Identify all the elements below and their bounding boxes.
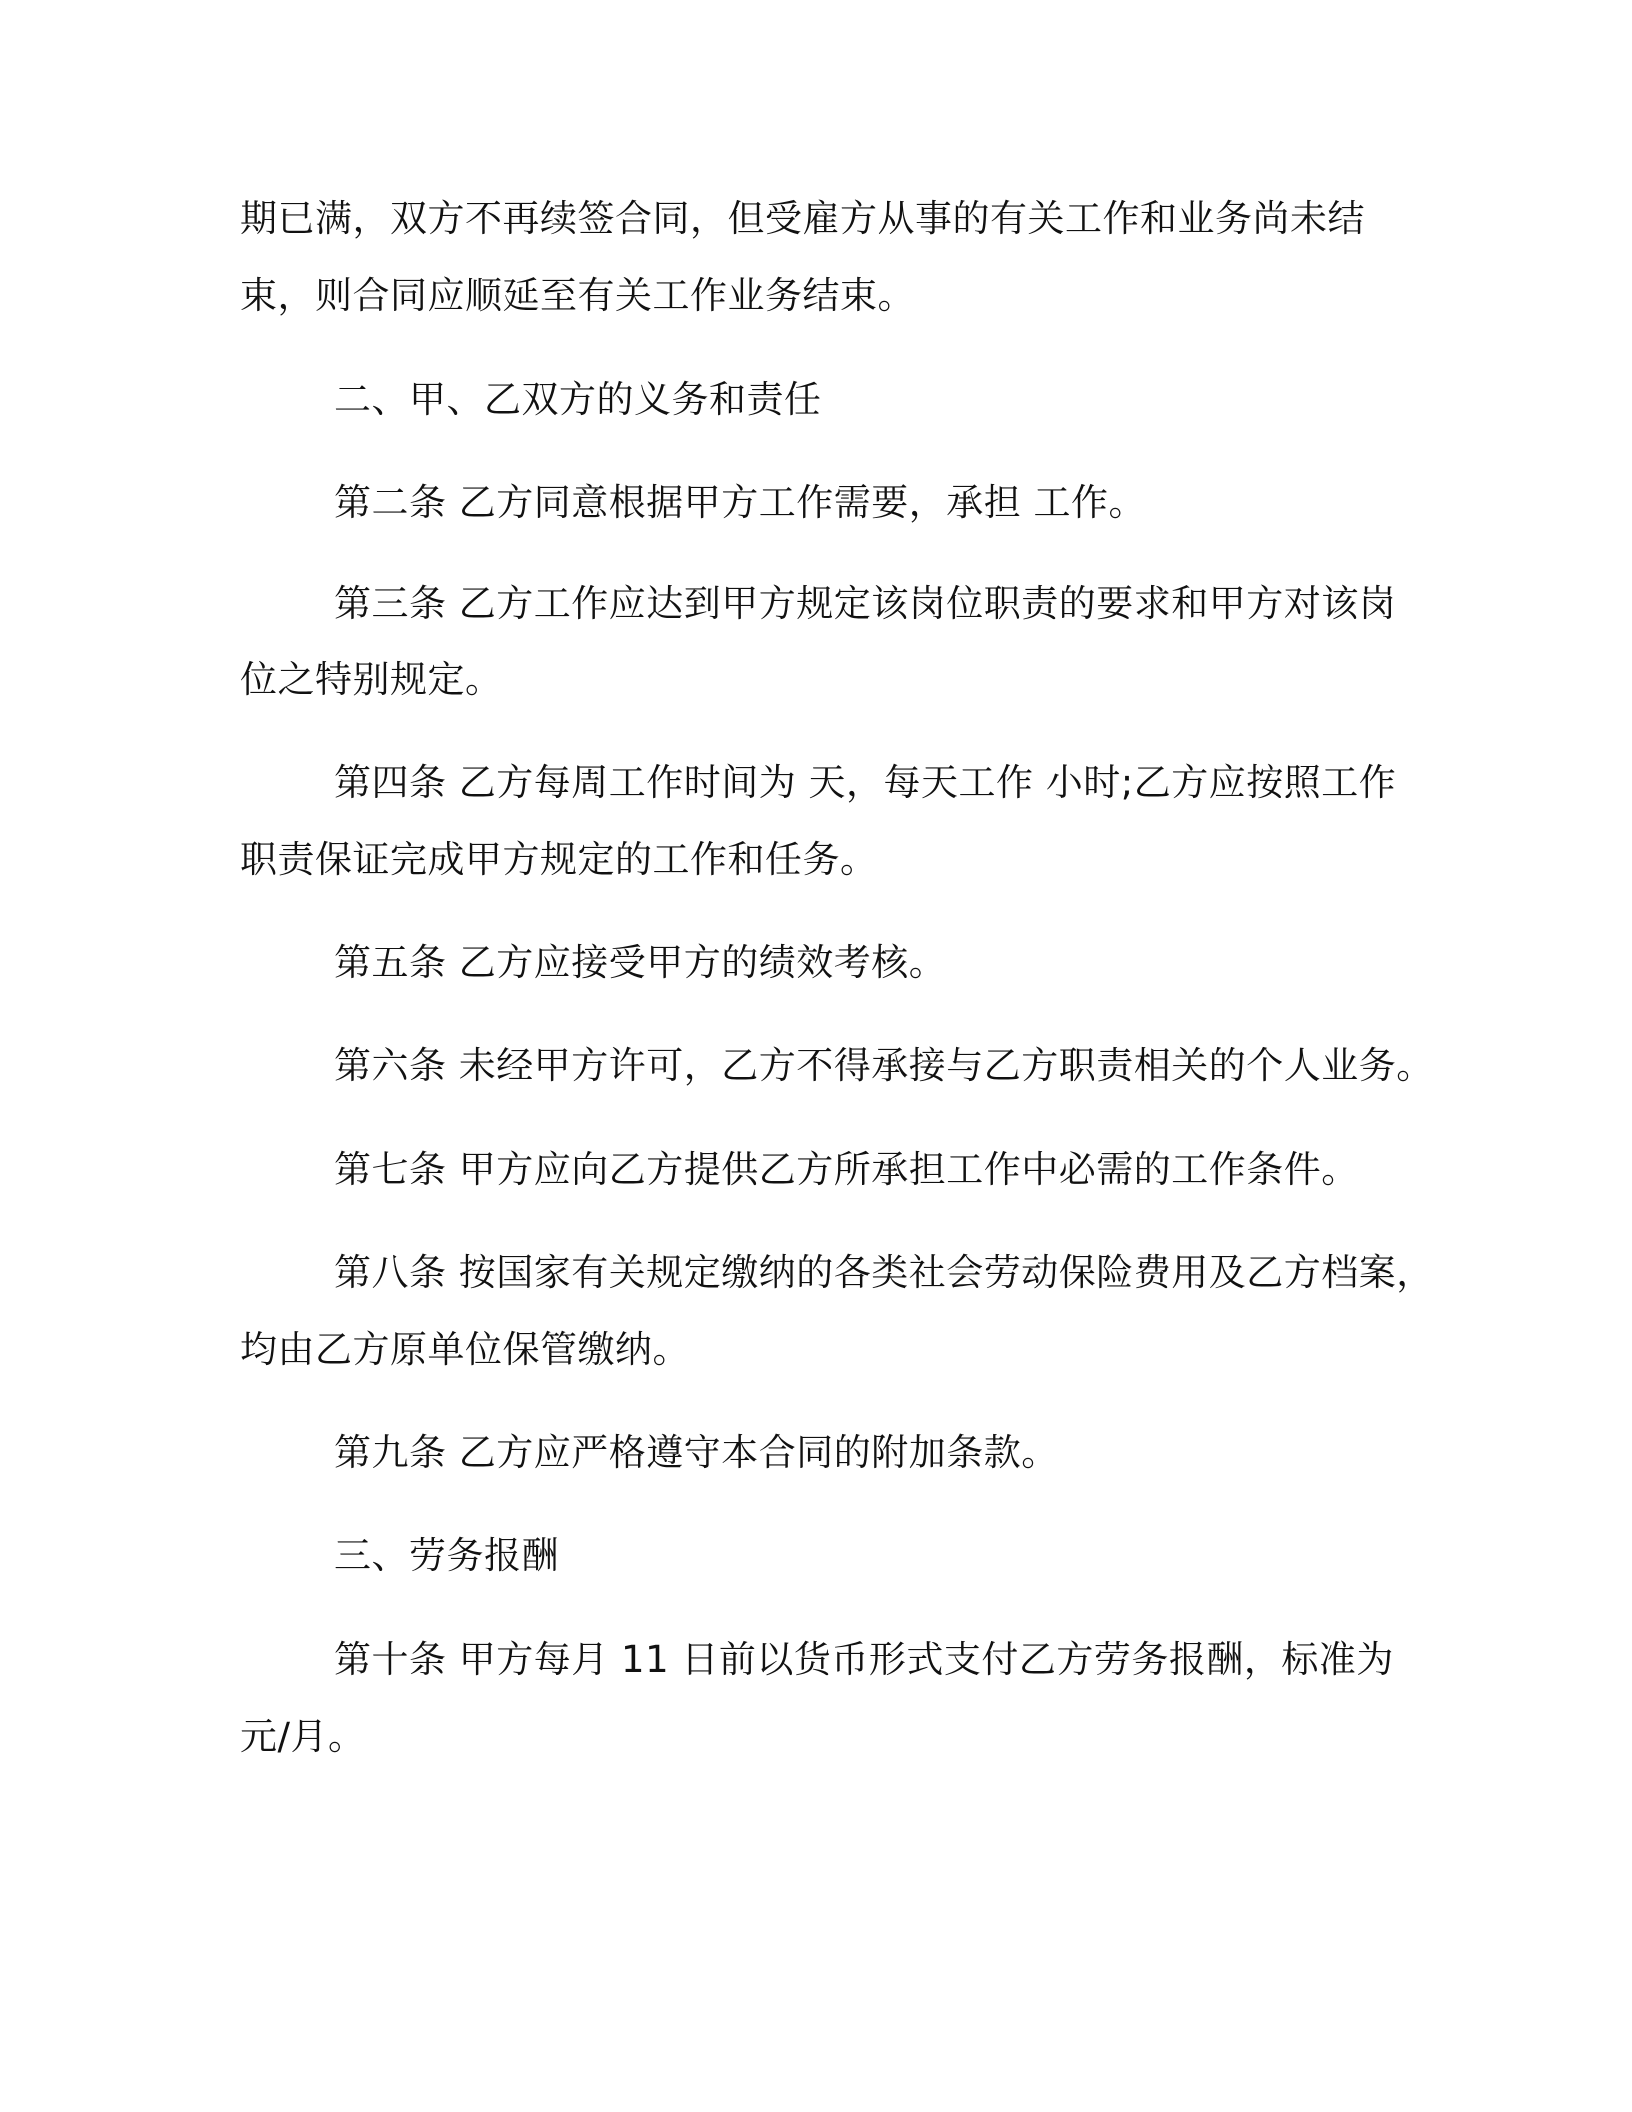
text-line: 位之特别规定。 bbox=[240, 658, 503, 701]
clause-6: 第六条 未经甲方许可，乙方不得承接与乙方职责相关的个人业务。 bbox=[334, 1044, 1434, 1087]
text-line: 元/月。 bbox=[240, 1715, 366, 1758]
section-heading: 二、甲、乙双方的义务和责任 bbox=[334, 378, 822, 421]
clause-5: 第五条 乙方应接受甲方的绩效考核。 bbox=[334, 941, 947, 984]
clause-10: 第十条 甲方每月 11 日前以货币形式支付乙方劳务报酬，标准为 bbox=[334, 1638, 1394, 1681]
clause-8: 第八条 按国家有关规定缴纳的各类社会劳动保险费用及乙方档案， bbox=[334, 1251, 1434, 1294]
clause-4: 第四条 乙方每周工作时间为 天，每天工作 小时;乙方应按照工作 bbox=[334, 761, 1397, 804]
section-heading: 三、劳务报酬 bbox=[334, 1534, 559, 1577]
clause-9: 第九条 乙方应严格遵守本合同的附加条款。 bbox=[334, 1431, 1059, 1474]
text-line: 均由乙方原单位保管缴纳。 bbox=[240, 1328, 690, 1371]
text-line: 期已满，双方不再续签合同，但受雇方从事的有关工作和业务尚未结 bbox=[240, 197, 1365, 240]
clause-2: 第二条 乙方同意根据甲方工作需要，承担 工作。 bbox=[334, 481, 1147, 524]
text-line: 职责保证完成甲方规定的工作和任务。 bbox=[240, 838, 878, 881]
text-line: 束，则合同应顺延至有关工作业务结束。 bbox=[240, 274, 915, 317]
clause-3: 第三条 乙方工作应达到甲方规定该岗位职责的要求和甲方对该岗 bbox=[334, 582, 1397, 625]
clause-7: 第七条 甲方应向乙方提供乙方所承担工作中必需的工作条件。 bbox=[334, 1148, 1359, 1191]
